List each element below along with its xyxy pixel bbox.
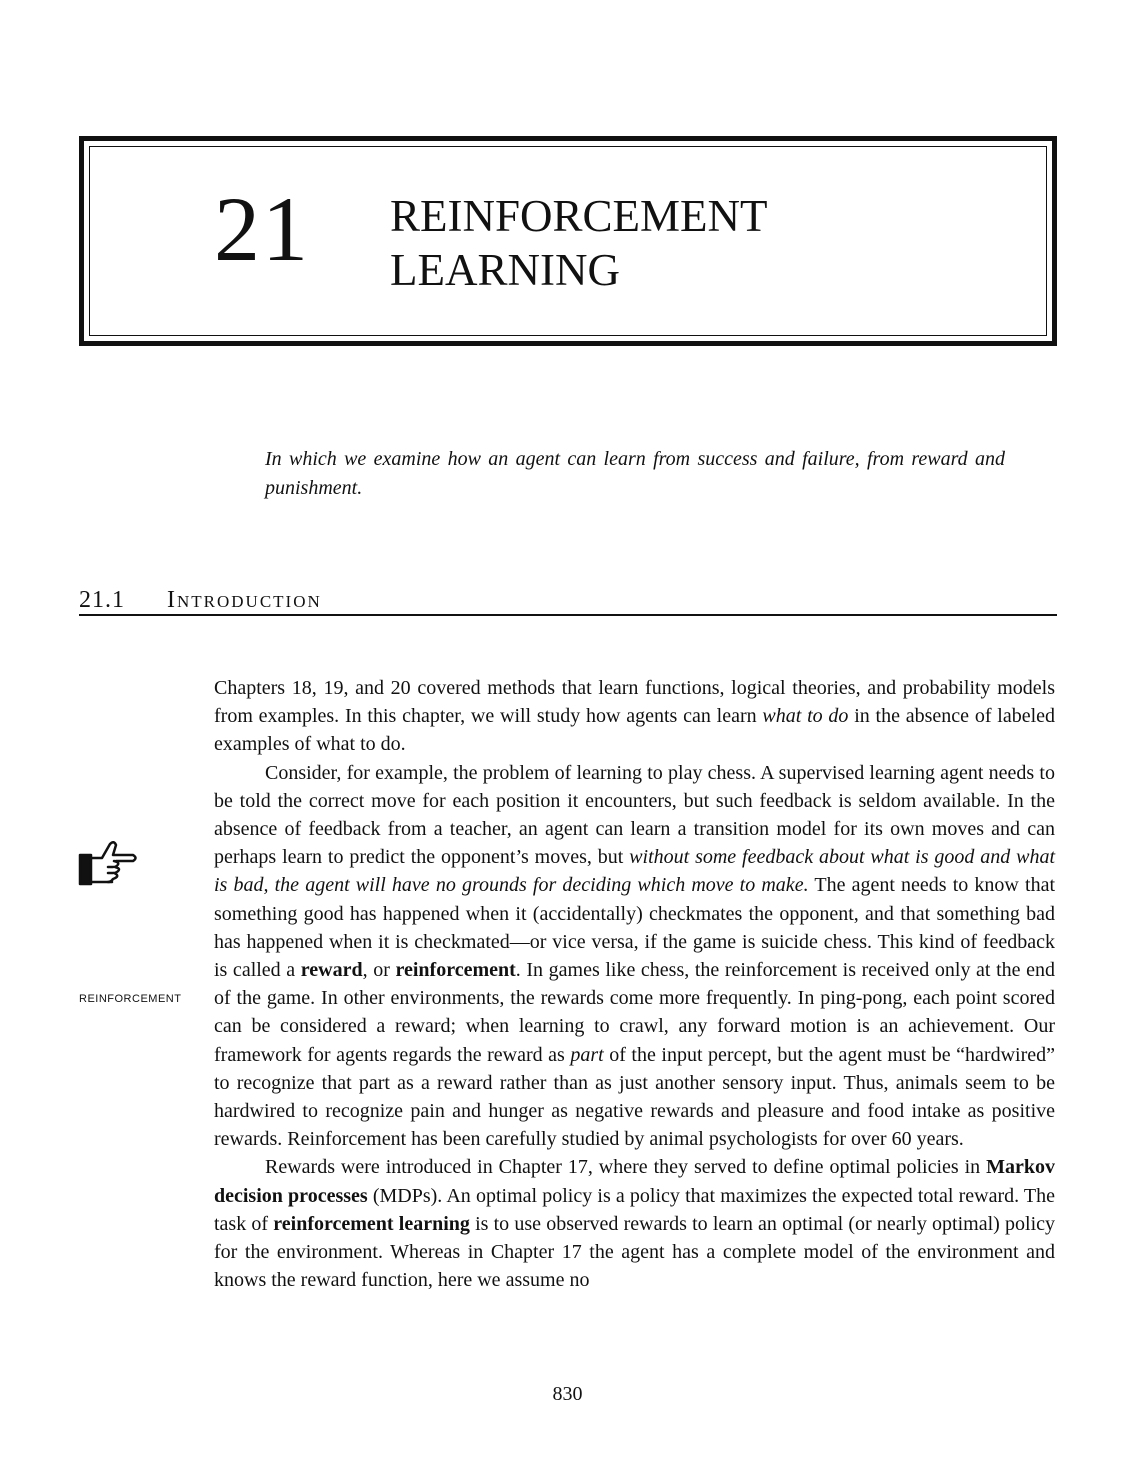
chapter-heading-inner-frame <box>89 146 1047 336</box>
term-markov-decision-processes: Markov decision processes <box>214 1156 1055 1207</box>
p1-text-c: in the absence of labeled examples of what to do. <box>214 705 1056 756</box>
p2-text-i: of the input percept, but the agent must be “hardwired” to recognize that part as a reward rather than as just another sensory input. Thus, animals seem to be hardwired to recognize pain and hunger as negative rewards and pleasure and food intake as positive rewards. Reinforcement has been carefully studied by animal psychologists for over 60 years. <box>214 1043 1055 1151</box>
term-reward: reward <box>300 959 363 982</box>
chapter-heading-box <box>79 136 1057 346</box>
term-reinforcement: reinforcement <box>395 959 516 982</box>
p1-emphasis: what to do <box>762 705 849 728</box>
p3-text-c: (MDPs). An optimal policy is a policy that maximizes the expected total reward. The task of <box>214 1184 1055 1235</box>
page-number: 830 <box>552 1383 583 1405</box>
section-heading <box>79 587 1057 616</box>
p2-text-c: The agent needs to know that something good has happened when it (accidentally) checkmates the opponent, and that something bad has happened when it is checkmated—or vice versa, if the game is suicide chess. This kind of feedback is called a <box>214 874 1055 982</box>
body-text <box>214 674 1055 1294</box>
margin-term-reinforcement: REINFORCEMENT <box>79 993 182 1005</box>
section-number: 21.1 <box>79 587 125 613</box>
p2-emphasis-without-feedback: without some feedback about what is good and what is bad, the agent will have no grounds for deciding which move to make. <box>214 846 1055 897</box>
paragraph-3 <box>214 1153 1055 1294</box>
chapter-title-line-1: REINFORCEMENT <box>390 191 768 241</box>
chapter-title-line-2: LEARNING <box>390 245 620 295</box>
paragraph-2 <box>214 759 1055 1154</box>
p3-text-e: is to use observed rewards to learn an optimal (or nearly optimal) policy for the environment. Whereas in Chapter 17 the agent has a complete model of the environment and knows the reward function, here we assume no <box>214 1212 1056 1292</box>
section-title: Introduction <box>167 587 322 613</box>
p2-emphasis-part: part <box>570 1043 604 1066</box>
chapter-title <box>390 189 768 297</box>
pointing-hand-icon <box>78 838 140 890</box>
p2-text-e: , or <box>362 959 396 982</box>
p3-text-a: Rewards were introduced in Chapter 17, where they served to define optimal policies in <box>265 1156 987 1179</box>
chapter-number: 21 <box>214 178 310 280</box>
p2-text-a: Consider, for example, the problem of learning to play chess. A supervised learning agent needs to be told the correct move for each position it encounters, but such feedback is seldom available. In the absence of feedback from a teacher, an agent can learn a transition model for its own moves and can perhaps learn to predict the opponent’s moves, but <box>214 761 1055 869</box>
chapter-epigraph: In which we examine how an agent can learn from success and failure, from reward and punishment. <box>265 448 1005 499</box>
p1-text-a: Chapters 18, 19, and 20 covered methods that learn functions, logical theories, and probability models from examples. In this chapter, we will study how agents can learn <box>214 677 1055 728</box>
term-reinforcement-learning: reinforcement learning <box>273 1212 470 1235</box>
p2-text-g: . In games like chess, the reinforcement is received only at the end of the game. In other environments, the rewards come more frequently. In ping-pong, each point scored can be considered a reward; when learning to crawl, any forward motion is an achievement. Our framework for agents regards the reward as <box>214 959 1055 1066</box>
paragraph-1 <box>214 674 1055 759</box>
